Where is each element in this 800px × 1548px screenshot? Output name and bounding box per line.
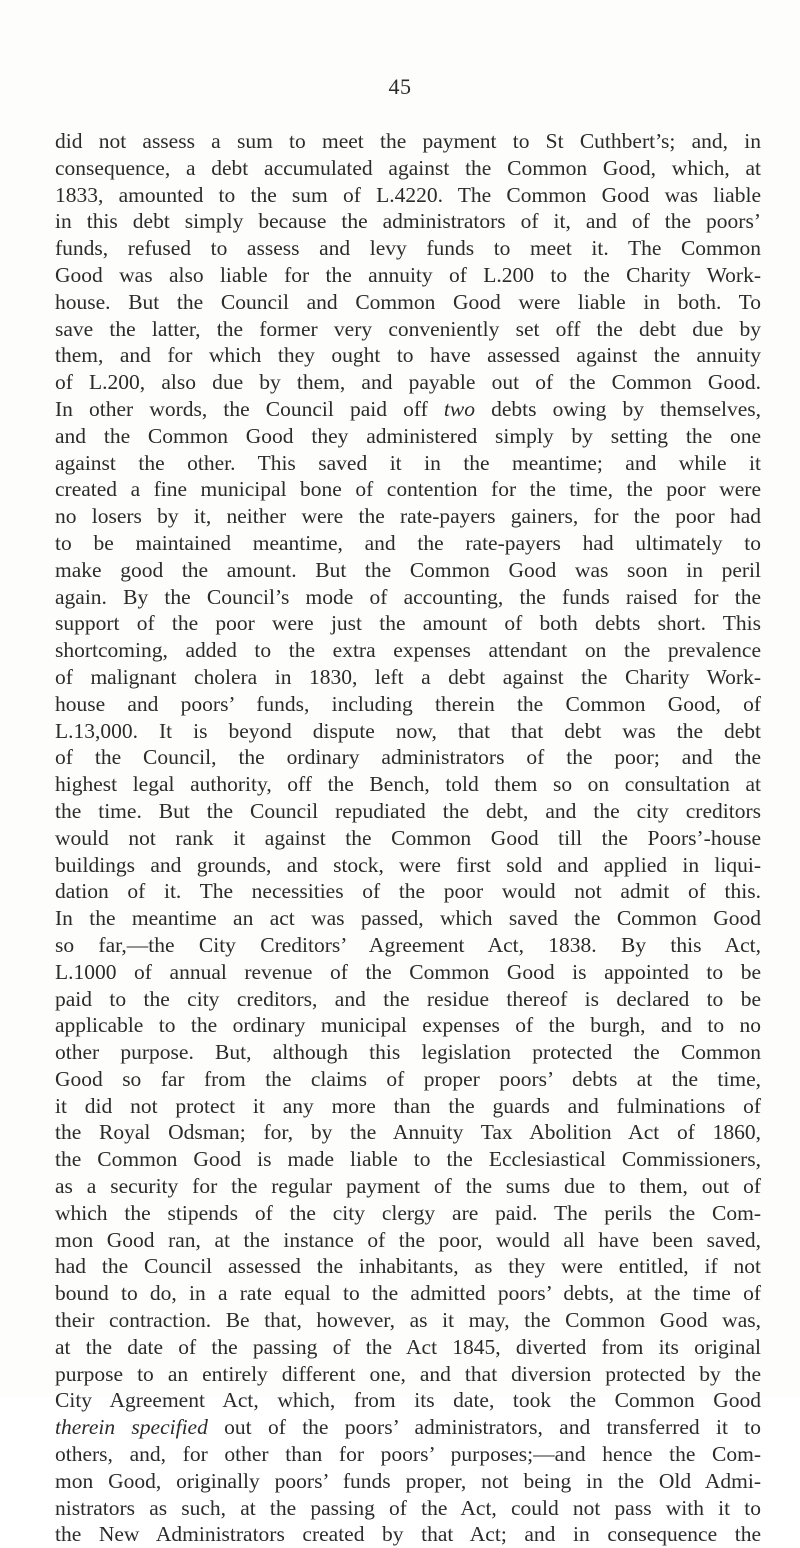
text-line: would not rank it against the Common Good till the Poors’-house [55,825,761,850]
text-line: City Agreement Act, which, from its date, took the Common Good [55,1388,761,1413]
text-line: house and poors’ funds, including therein the Common Good, of [55,691,761,716]
text-line: bound to do, in a rate equal to the admitted poors’ debts, at the time of [55,1281,761,1306]
text-line: mon Good, originally poors’ funds proper, not being in the Old Admi- [55,1468,761,1493]
page-number: 45 [388,74,412,99]
text-line: funds, refused to assess and levy funds to meet it. The Common [55,236,761,261]
text-line: house. But the Council and Common Good were liable in both. To [55,289,761,314]
text-line: it did not protect it any more than the guards and fulminations of [55,1093,761,1118]
text-line: to be maintained meantime, and the rate-payers had ultimately to [55,530,761,555]
text-line: had the Council assessed the inhabitants, as they were entitled, if not [55,1254,761,1279]
text-line: again. By the Council’s mode of accounting, the funds raised for the [55,584,761,609]
text-line: as a security for the regular payment of the sums due to them, out of [55,1174,761,1199]
text-line: their contraction. Be that, however, as it may, the Common Good was, [55,1308,761,1333]
text-line: which the stipends of the city clergy are paid. The perils the Com- [55,1200,761,1225]
text-line: consequence, a debt accumulated against the Common Good, which, at [55,155,761,180]
text-line: in this debt simply because the administrators of it, and of the poors’ [55,209,761,234]
text-line: of L.200, also due by them, and payable out of the Common Good. [55,370,761,395]
text-line: Good so far from the claims of proper poors’ debts at the time, [55,1066,761,1091]
text-line: no losers by it, neither were the rate-payers gainers, for the poor had [55,504,761,529]
text-line: of malignant cholera in 1830, left a debt against the Charity Work- [55,664,761,689]
text-line: the Common Good is made liable to the Ecclesiastical Commissioners, [55,1147,761,1172]
text-line: paid to the city creditors, and the residue thereof is declared to be [55,986,761,1011]
text-line: others, and, for other than for poors’ purposes;—and hence the Com- [55,1442,761,1467]
text-line: shortcoming, added to the extra expenses attendant on the prevalence [55,638,761,663]
text-line: highest legal authority, off the Bench, told them so on consultation at [55,772,761,797]
text-line: Good was also liable for the annuity of L.200 to the Charity Work- [55,262,761,287]
text-line: dation of it. The necessities of the poor would not admit of this. [55,879,761,904]
text-line: created a fine municipal bone of contention for the time, the poor were [55,477,761,502]
text-line: support of the poor were just the amount of both debts short. This [55,611,761,636]
text-line: buildings and grounds, and stock, were first sold and applied in liqui- [55,852,761,877]
text-line: them, and for which they ought to have assessed against the annuity [55,343,761,368]
text-line: other purpose. But, although this legislation protected the Common [55,1040,761,1065]
text-line: applicable to the ordinary municipal expenses of the burgh, and to no [55,1013,761,1038]
text-line: 1833, amounted to the sum of L.4220. The Common Good was liable [55,182,761,207]
italic-text: two [443,396,475,421]
text-line: save the latter, the former very conveniently set off the debt due by [55,316,761,341]
text-line: at the date of the passing of the Act 1845, diverted from its original [55,1334,761,1359]
text-line: the New Administrators created by that Act; and in consequence the [55,1522,761,1547]
text-line: the time. But the Council repudiated the debt, and the city creditors [55,798,761,823]
text-line: the Royal Odsman; for, by the Annuity Tax Abolition Act of 1860, [55,1120,761,1145]
text-line: make good the amount. But the Common Good was soon in peril [55,557,761,582]
text-line: therein specified out of the poors’ administrators, and transferred it to [55,1415,761,1440]
italic-text: therein specified [55,1415,208,1440]
text-line: In the meantime an act was passed, which saved the Common Good [55,906,761,931]
text-line: of the Council, the ordinary administrators of the poor; and the [55,745,761,770]
text-line: L.13,000. It is beyond dispute now, that that debt was the debt [55,718,761,743]
text-line: mon Good ran, at the instance of the poor, would all have been saved, [55,1227,761,1252]
text-line: against the other. This saved it in the meantime; and while it [55,450,761,475]
body-text [55,128,761,1548]
text-line: L.1000 of annual revenue of the Common Good is appointed to be [55,959,761,984]
text-line: did not assess a sum to meet the payment to St Cuthbert’s; and, in [55,129,761,153]
text-line: nistrators as such, at the passing of the Act, could not pass with it to [55,1495,761,1520]
text-line: and the Common Good they administered simply by setting the one [55,423,761,448]
text-line: In other words, the Council paid off two debts owing by themselves, [55,396,762,421]
text-line: so far,—the City Creditors’ Agreement Act, 1838. By this Act, [55,932,761,957]
text-line: purpose to an entirely different one, and that diversion protected by the [55,1361,761,1386]
